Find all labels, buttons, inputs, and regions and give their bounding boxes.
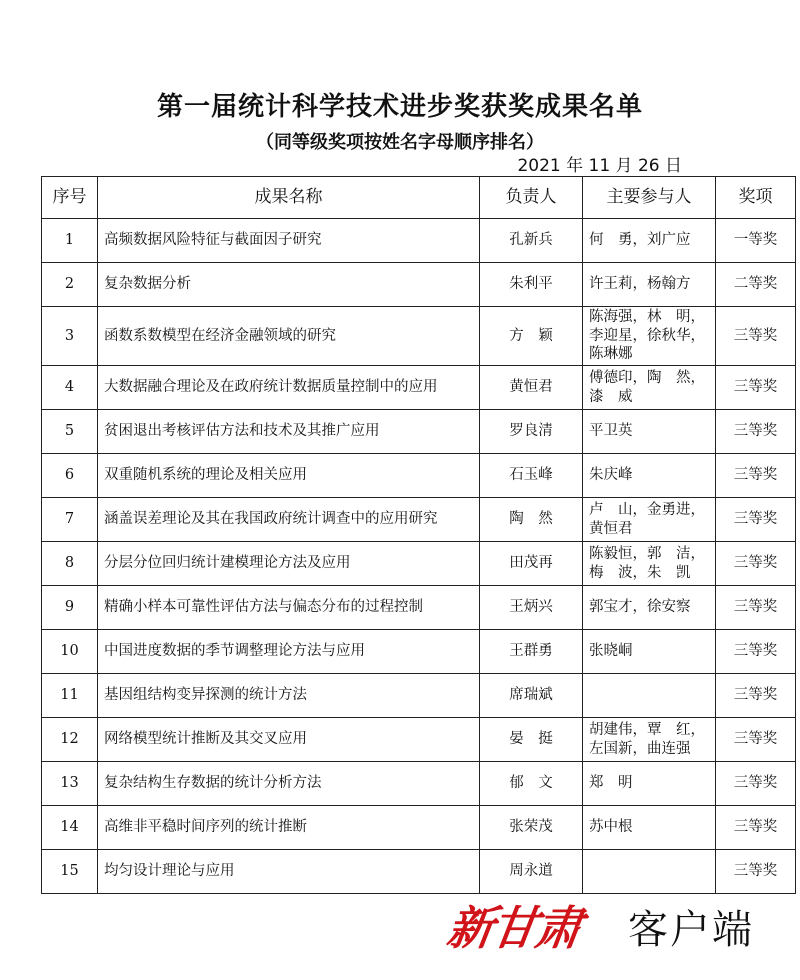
row-title: 大数据融合理论及在政府统计数据质量控制中的应用 <box>98 366 480 410</box>
row-lead: 朱利平 <box>480 263 583 307</box>
header-participants: 主要参与人 <box>583 177 716 219</box>
row-number: 15 <box>42 850 98 894</box>
row-award: 三等奖 <box>716 498 796 542</box>
header-lead: 负责人 <box>480 177 583 219</box>
row-number: 13 <box>42 762 98 806</box>
row-lead: 黄恒君 <box>480 366 583 410</box>
row-award: 三等奖 <box>716 762 796 806</box>
row-title: 网络模型统计推断及其交叉应用 <box>98 718 480 762</box>
row-title: 复杂数据分析 <box>98 263 480 307</box>
row-lead: 田茂再 <box>480 542 583 586</box>
row-title: 函数系数模型在经济金融领域的研究 <box>98 307 480 366</box>
row-participants: 平卫英 <box>583 410 716 454</box>
row-participants: 苏中根 <box>583 806 716 850</box>
row-title: 高维非平稳时间序列的统计推断 <box>98 806 480 850</box>
table-row <box>42 674 796 718</box>
row-lead: 孔新兵 <box>480 219 583 263</box>
row-award: 三等奖 <box>716 630 796 674</box>
row-number: 8 <box>42 542 98 586</box>
row-participants: 郑 明 <box>583 762 716 806</box>
row-award: 二等奖 <box>716 263 796 307</box>
row-award: 三等奖 <box>716 850 796 894</box>
row-title: 复杂结构生存数据的统计分析方法 <box>98 762 480 806</box>
table-row <box>42 307 796 366</box>
row-award: 三等奖 <box>716 806 796 850</box>
row-lead: 席瑞斌 <box>480 674 583 718</box>
table-row <box>42 410 796 454</box>
row-title: 基因组结构变异探测的统计方法 <box>98 674 480 718</box>
row-lead: 陶 然 <box>480 498 583 542</box>
table-row <box>42 263 796 307</box>
header-number: 序号 <box>42 177 98 219</box>
row-title: 均匀设计理论与应用 <box>98 850 480 894</box>
row-title: 分层分位回归统计建模理论方法及应用 <box>98 542 480 586</box>
row-participants <box>583 674 716 718</box>
row-title: 涵盖误差理论及其在我国政府统计调查中的应用研究 <box>98 498 480 542</box>
row-lead: 郁 文 <box>480 762 583 806</box>
row-award: 一等奖 <box>716 219 796 263</box>
row-lead: 张荣茂 <box>480 806 583 850</box>
row-number: 7 <box>42 498 98 542</box>
row-title: 精确小样本可靠性评估方法与偏态分布的过程控制 <box>98 586 480 630</box>
row-participants: 许王莉，杨翰方 <box>583 263 716 307</box>
row-number: 5 <box>42 410 98 454</box>
row-participants: 卢 山，金勇进， 黄恒君 <box>583 498 716 542</box>
row-title: 贫困退出考核评估方法和技术及其推广应用 <box>98 410 480 454</box>
row-participants: 朱庆峰 <box>583 454 716 498</box>
watermark <box>443 892 788 962</box>
table-row <box>42 219 796 263</box>
row-participants <box>583 850 716 894</box>
document-subtitle: （同等级奖项按姓名字母顺序排名） <box>256 132 544 153</box>
row-participants: 何 勇，刘广应 <box>583 219 716 263</box>
watermark-brand-logo: 新甘肃 <box>443 901 584 955</box>
row-number: 11 <box>42 674 98 718</box>
row-number: 14 <box>42 806 98 850</box>
table-row <box>42 806 796 850</box>
document-date: 2021 年 11 月 26 日 <box>517 156 682 176</box>
table-row <box>42 630 796 674</box>
row-lead: 周永道 <box>480 850 583 894</box>
row-number: 12 <box>42 718 98 762</box>
row-participants: 郭宝才，徐安察 <box>583 586 716 630</box>
table-row <box>42 366 796 410</box>
table-row <box>42 850 796 894</box>
row-award: 三等奖 <box>716 586 796 630</box>
row-lead: 晏 挺 <box>480 718 583 762</box>
row-lead: 王炳兴 <box>480 586 583 630</box>
table-row <box>42 498 796 542</box>
row-lead: 石玉峰 <box>480 454 583 498</box>
table-row <box>42 762 796 806</box>
row-number: 4 <box>42 366 98 410</box>
row-participants: 胡建伟，覃 红， 左国新，曲连强 <box>583 718 716 762</box>
awards-table <box>41 176 796 894</box>
row-participants: 傅德印，陶 然， 漆 威 <box>583 366 716 410</box>
row-number: 10 <box>42 630 98 674</box>
row-award: 三等奖 <box>716 366 796 410</box>
table-row <box>42 542 796 586</box>
row-number: 9 <box>42 586 98 630</box>
row-title: 双重随机系统的理论及相关应用 <box>98 454 480 498</box>
row-lead: 罗良清 <box>480 410 583 454</box>
row-number: 3 <box>42 307 98 366</box>
row-number: 2 <box>42 263 98 307</box>
header-award: 奖项 <box>716 177 796 219</box>
row-award: 三等奖 <box>716 542 796 586</box>
row-number: 1 <box>42 219 98 263</box>
row-participants: 陈毅恒，郭 洁， 梅 波，朱 凯 <box>583 542 716 586</box>
table-row <box>42 718 796 762</box>
row-lead: 方 颖 <box>480 307 583 366</box>
row-award: 三等奖 <box>716 410 796 454</box>
row-participants: 张晓峒 <box>583 630 716 674</box>
row-award: 三等奖 <box>716 307 796 366</box>
document-title: 第一届统计科学技术进步奖获奖成果名单 <box>156 92 643 122</box>
row-award: 三等奖 <box>716 718 796 762</box>
row-lead: 王群勇 <box>480 630 583 674</box>
row-participants: 陈海强，林 明， 李迎星，徐秋华， 陈琳娜 <box>583 307 716 366</box>
header-title: 成果名称 <box>98 177 480 219</box>
row-award: 三等奖 <box>716 454 796 498</box>
row-title: 中国进度数据的季节调整理论方法与应用 <box>98 630 480 674</box>
watermark-suffix: 客户端 <box>628 907 754 953</box>
row-number: 6 <box>42 454 98 498</box>
table-row <box>42 454 796 498</box>
table-row <box>42 586 796 630</box>
row-title: 高频数据风险特征与截面因子研究 <box>98 219 480 263</box>
table-header-row <box>42 177 796 219</box>
row-award: 三等奖 <box>716 674 796 718</box>
